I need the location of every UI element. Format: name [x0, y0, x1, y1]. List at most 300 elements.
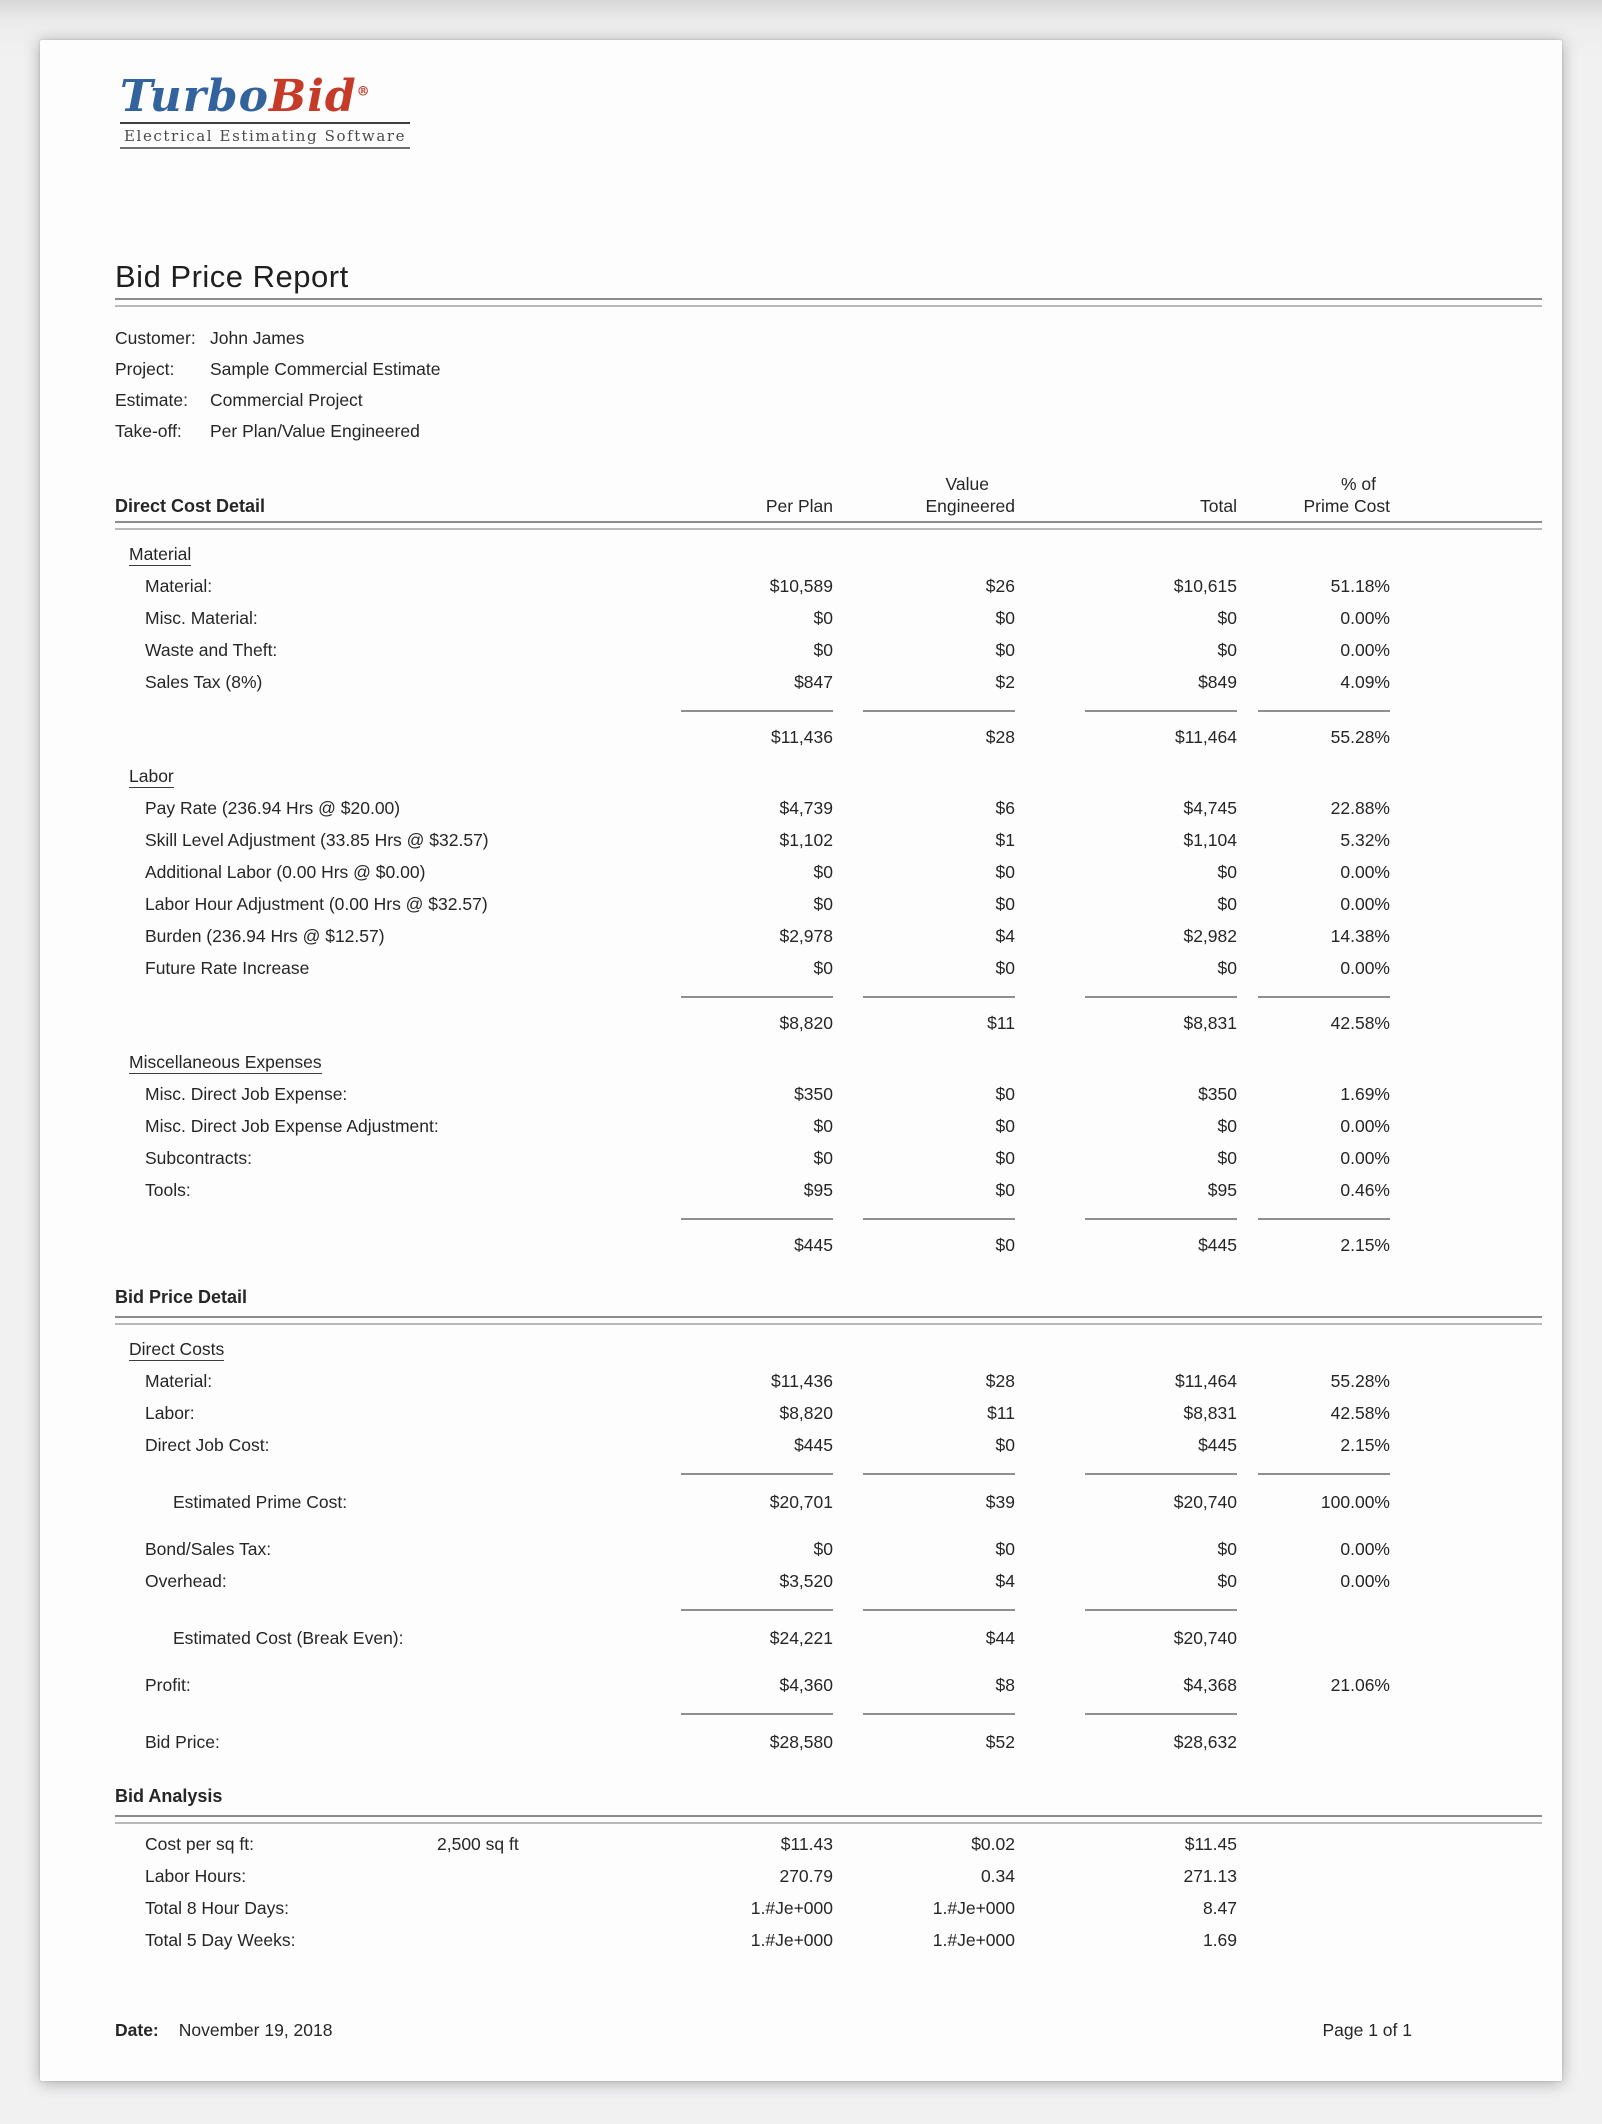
row-fill	[1390, 792, 1542, 824]
cell-pp: $2,978	[779, 926, 833, 947]
cell-ve: $0.02	[971, 1834, 1015, 1855]
cell-pct: 2.15%	[1340, 1235, 1390, 1256]
cell-pp: $0	[813, 1116, 833, 1137]
cell-pct	[1237, 1828, 1390, 1860]
cell-pp	[625, 1468, 833, 1485]
info-value: Sample Commercial Estimate	[210, 359, 441, 380]
row-label: Direct Job Cost:	[145, 1435, 270, 1456]
column-header-row	[115, 473, 1542, 517]
cell-pct: 42.58%	[1330, 1013, 1390, 1034]
cell-pp	[625, 538, 833, 570]
cell-tot	[1015, 1604, 1237, 1621]
table-row-group	[115, 1333, 1542, 1365]
row-fill	[1390, 1008, 1542, 1038]
cell-pp: $0	[813, 862, 833, 883]
cell-ve: 0.34	[980, 1866, 1015, 1887]
row-label: Bond/Sales Tax:	[145, 1539, 272, 1560]
cell-ve: $11	[987, 1013, 1015, 1034]
cell-tot: $0	[1217, 1148, 1237, 1169]
group-heading: Direct Costs	[129, 1339, 225, 1360]
cell-tot: $28,632	[1173, 1732, 1237, 1753]
cell-ve: $0	[995, 608, 1015, 629]
cell-tot: $849	[1198, 672, 1237, 693]
subtotal-rule	[681, 1713, 833, 1715]
row-label: Total 8 Hour Days:	[145, 1898, 289, 1919]
registered-mark-icon: ®	[356, 84, 371, 100]
subtotal-rule	[863, 996, 1015, 998]
subtotal-rule	[1085, 1473, 1237, 1475]
row-label	[115, 1213, 625, 1225]
row-label: Material:	[145, 576, 213, 597]
row-fill	[1390, 1485, 1542, 1519]
row-label: Future Rate Increase	[145, 958, 310, 979]
row-fill	[1390, 1365, 1542, 1397]
cell-pp: $445	[794, 1235, 833, 1256]
cell-ve	[833, 538, 1015, 570]
cell-pp: $0	[813, 894, 833, 915]
cell-pct	[1237, 1892, 1390, 1924]
cell-tot	[1015, 1708, 1237, 1725]
cell-ve: $0	[995, 862, 1015, 883]
table-row-item	[115, 1533, 1542, 1565]
cell-tot: $8,831	[1183, 1403, 1237, 1424]
row-label: Total 5 Day Weeks:	[145, 1930, 296, 1951]
row-fill	[1390, 1174, 1542, 1206]
group-heading: Miscellaneous Expenses	[129, 1052, 322, 1073]
cell-tot: $95	[1207, 1180, 1237, 1201]
cell-ve: $0	[995, 1180, 1015, 1201]
cell-pct	[1237, 1708, 1390, 1725]
cell-ve: $0	[995, 1539, 1015, 1560]
info-row-takeoff	[115, 416, 1542, 447]
row-fill	[1390, 952, 1542, 984]
cell-pp	[625, 760, 833, 792]
cell-ve	[833, 991, 1015, 1008]
cell-ve	[833, 1333, 1015, 1365]
row-label: Labor Hours:	[145, 1866, 247, 1887]
cell-pct: 14.38%	[1330, 926, 1390, 947]
table-row-item	[115, 1365, 1542, 1397]
cell-tot: $445	[1198, 1235, 1237, 1256]
subtotal-rule	[1085, 710, 1237, 712]
bid-price-detail-table	[115, 1333, 1542, 1759]
section-rule	[115, 1815, 1542, 1824]
cell-pp: $8,820	[779, 1013, 833, 1034]
subtotal-rule	[1085, 1609, 1237, 1611]
cell-tot	[1015, 1213, 1237, 1230]
table-row-item	[115, 1429, 1542, 1461]
logo-wordmark	[120, 71, 1542, 122]
table-row-group	[115, 760, 1542, 792]
row-fill	[1390, 760, 1542, 792]
cell-pct: 0.00%	[1340, 640, 1390, 661]
table-row-item	[115, 1142, 1542, 1174]
cell-pp	[625, 991, 833, 1008]
direct-cost-detail-table	[115, 538, 1542, 1260]
info-label: Project:	[115, 359, 175, 380]
cell-pct: 0.46%	[1340, 1180, 1390, 1201]
row-fill	[1390, 1333, 1542, 1365]
row-fill	[1390, 666, 1542, 698]
row-fill	[1390, 602, 1542, 634]
cell-tot: $0	[1217, 608, 1237, 629]
table-row-rule	[115, 1708, 1542, 1725]
row-label	[115, 538, 625, 570]
cell-pct	[1237, 705, 1390, 722]
column-headers	[115, 473, 1542, 530]
info-row-customer	[115, 323, 1542, 354]
logo-tagline: Electrical Estimating Software	[120, 122, 410, 149]
table-row-item	[115, 1397, 1542, 1429]
subtotal-rule	[681, 996, 833, 998]
cell-pp: $350	[794, 1084, 833, 1105]
cell-pct	[1237, 760, 1390, 792]
row-fill	[1390, 538, 1542, 570]
row-label: Overhead:	[145, 1571, 227, 1592]
row-fill	[1390, 1669, 1542, 1701]
cell-pct	[1237, 1604, 1390, 1621]
row-label	[115, 722, 625, 752]
table-row-total	[115, 1230, 1542, 1260]
cell-pp	[625, 1046, 833, 1078]
subtotal-rule	[863, 1713, 1015, 1715]
cell-tot: $20,740	[1173, 1492, 1237, 1513]
cell-tot: $350	[1198, 1084, 1237, 1105]
cell-tot: $4,368	[1183, 1675, 1237, 1696]
subtotal-rule	[681, 1473, 833, 1475]
table-row-item	[115, 952, 1542, 984]
cell-ve: $0	[995, 958, 1015, 979]
cell-pp: 270.79	[779, 1866, 833, 1887]
cell-tot: $10,615	[1173, 576, 1237, 597]
section-title-bid-analysis: Bid Analysis	[115, 1786, 223, 1807]
table-row-item	[115, 1110, 1542, 1142]
cell-pct: 100.00%	[1320, 1492, 1390, 1513]
cell-pct: 5.32%	[1340, 830, 1390, 851]
row-label: Cost per sq ft: 2,500 sq ft	[115, 1828, 625, 1860]
row-label: Bid Price:	[145, 1732, 220, 1753]
cell-pct: 55.28%	[1330, 727, 1390, 748]
row-fill	[1390, 1397, 1542, 1429]
cell-pct	[1237, 1924, 1390, 1956]
row-label: Misc. Material:	[145, 608, 258, 629]
subtotal-rule	[681, 710, 833, 712]
row-fill	[1390, 1429, 1542, 1461]
bid-analysis-header	[115, 1781, 1542, 1824]
row-label: Labor Hour Adjustment (0.00 Hrs @ $32.57)	[145, 894, 488, 915]
table-row-item	[115, 666, 1542, 698]
cell-pp	[625, 1604, 833, 1621]
row-label	[115, 991, 625, 1003]
table-row-total2	[115, 1725, 1542, 1759]
row-label: Tools:	[145, 1180, 191, 1201]
cell-tot: $20,740	[1173, 1628, 1237, 1649]
cell-pp: $11,436	[771, 1371, 833, 1392]
cell-pp: $95	[803, 1180, 833, 1201]
cell-tot: $8,831	[1183, 1013, 1237, 1034]
row-fill	[1390, 1230, 1542, 1260]
cell-pct: 1.69%	[1340, 1084, 1390, 1105]
table-row-item	[115, 602, 1542, 634]
cell-tot: $445	[1198, 1435, 1237, 1456]
row-label	[115, 1008, 625, 1038]
info-row-estimate	[115, 385, 1542, 416]
row-label: Estimated Prime Cost:	[173, 1492, 348, 1513]
cell-tot: $0	[1217, 894, 1237, 915]
cell-pct	[1237, 1046, 1390, 1078]
table-row-rule	[115, 705, 1542, 722]
row-label: Estimated Cost (Break Even):	[173, 1628, 404, 1649]
cell-tot: $0	[1217, 1116, 1237, 1137]
cell-tot: 1.69	[1202, 1930, 1237, 1951]
row-fill	[1390, 1604, 1542, 1616]
cell-ve: $1	[995, 830, 1015, 851]
cell-pp: $8,820	[779, 1403, 833, 1424]
cell-pct: 21.06%	[1330, 1675, 1390, 1696]
cell-pct	[1237, 1333, 1390, 1365]
cell-pp: $0	[813, 1148, 833, 1169]
cell-ve: 1.#Je+000	[932, 1930, 1015, 1951]
cell-ve	[833, 760, 1015, 792]
cell-tot: $0	[1217, 640, 1237, 661]
cell-pct	[1237, 1621, 1390, 1655]
table-row-item	[115, 1828, 1542, 1860]
group-heading: Material	[129, 544, 192, 565]
row-fill	[1390, 1924, 1542, 1956]
cell-pp: 1.#Je+000	[750, 1898, 833, 1919]
report-page	[40, 40, 1562, 2081]
cell-tot: $0	[1217, 1539, 1237, 1560]
cell-pp: 1.#Je+000	[750, 1930, 833, 1951]
row-fill	[1390, 1533, 1542, 1565]
row-fill	[1390, 634, 1542, 666]
cell-pp: $24,221	[769, 1628, 833, 1649]
section-rule	[115, 521, 1542, 530]
table-row-rule	[115, 1604, 1542, 1621]
cell-ve: $8	[995, 1675, 1015, 1696]
cell-ve: $6	[995, 798, 1015, 819]
table-row-item	[115, 792, 1542, 824]
cell-pp: $847	[794, 672, 833, 693]
cell-pp: $0	[813, 958, 833, 979]
cell-pct: 51.18%	[1330, 576, 1390, 597]
table-row-item	[115, 1174, 1542, 1206]
cell-ve: $4	[995, 1571, 1015, 1592]
cell-pp	[625, 705, 833, 722]
cell-ve	[833, 1708, 1015, 1725]
row-fill	[1390, 570, 1542, 602]
row-label	[115, 1468, 625, 1480]
logo-turbo: Turbo	[120, 71, 269, 122]
cell-pp: $3,520	[779, 1571, 833, 1592]
cell-pct: 2.15%	[1340, 1435, 1390, 1456]
col-header-value-engineered: Value Engineered	[925, 474, 1015, 517]
row-label: Skill Level Adjustment (33.85 Hrs @ $32.57)	[145, 830, 489, 851]
cell-pp: $20,701	[769, 1492, 833, 1513]
page-title: Bid Price Report	[115, 259, 349, 295]
cell-tot	[1015, 760, 1237, 792]
row-label: Additional Labor (0.00 Hrs @ $0.00)	[145, 862, 426, 883]
cell-pct: 0.00%	[1340, 894, 1390, 915]
table-row-spacer	[115, 1519, 1542, 1533]
row-label	[115, 1604, 625, 1616]
col-header-per-plan: Per Plan	[765, 496, 833, 517]
col-header-pct-prime-cost: % of Prime Cost	[1303, 474, 1390, 517]
cell-pct	[1237, 1860, 1390, 1892]
cell-ve: 1.#Je+000	[932, 1898, 1015, 1919]
cell-ve: $0	[995, 1435, 1015, 1456]
cell-tot	[1015, 1468, 1237, 1485]
cell-pct: 22.88%	[1330, 798, 1390, 819]
table-row-item	[115, 856, 1542, 888]
row-label: Waste and Theft:	[145, 640, 278, 661]
title-rule	[115, 298, 1542, 307]
cell-ve	[833, 1604, 1015, 1621]
col-header-total: Total	[1200, 496, 1237, 517]
cell-ve: $0	[995, 640, 1015, 661]
cell-ve	[833, 1468, 1015, 1485]
table-row-item	[115, 920, 1542, 952]
table-row-item	[115, 1669, 1542, 1701]
info-row-project	[115, 354, 1542, 385]
bid-analysis-table	[115, 1828, 1542, 1956]
cell-pp	[625, 1333, 833, 1365]
cell-pp: $1,102	[779, 830, 833, 851]
subtotal-rule	[863, 1609, 1015, 1611]
info-label: Estimate:	[115, 390, 188, 411]
row-label	[115, 1230, 625, 1260]
cell-ve: $28	[985, 1371, 1015, 1392]
row-label: Labor:	[145, 1403, 195, 1424]
section-title-bid-price-detail: Bid Price Detail	[115, 1287, 248, 1308]
cell-ve: $44	[985, 1628, 1015, 1649]
table-row-rule	[115, 1213, 1542, 1230]
row-label: Pay Rate (236.94 Hrs @ $20.00)	[145, 798, 401, 819]
row-fill	[1390, 705, 1542, 717]
cell-pct	[1237, 991, 1390, 1008]
table-row-rule	[115, 991, 1542, 1008]
row-fill	[1390, 1725, 1542, 1759]
cell-tot: $0	[1217, 862, 1237, 883]
cell-tot: $11,464	[1175, 1371, 1237, 1392]
subtotal-rule	[863, 1473, 1015, 1475]
subtotal-rule	[1085, 1218, 1237, 1220]
cell-pct: 0.00%	[1340, 608, 1390, 629]
info-value: Per Plan/Value Engineered	[210, 421, 420, 442]
cell-pp: $445	[794, 1435, 833, 1456]
cell-pp: $10,589	[769, 576, 833, 597]
cell-tot: $1,104	[1183, 830, 1237, 851]
subtotal-rule	[1258, 1218, 1390, 1220]
info-value: Commercial Project	[210, 390, 363, 411]
row-label	[115, 1046, 625, 1078]
cell-ve: $39	[985, 1492, 1015, 1513]
cell-tot	[1015, 538, 1237, 570]
cell-ve: $0	[995, 894, 1015, 915]
row-fill	[1390, 1468, 1542, 1480]
row-fill	[1390, 920, 1542, 952]
cell-ve: $0	[995, 1084, 1015, 1105]
cell-tot	[1015, 705, 1237, 722]
cell-ve	[833, 1213, 1015, 1230]
row-label: Profit:	[145, 1675, 191, 1696]
cell-ve	[833, 705, 1015, 722]
table-row-item	[115, 1892, 1542, 1924]
page-footer	[115, 2020, 1542, 2041]
row-fill	[1390, 888, 1542, 920]
table-row-total2	[115, 1621, 1542, 1655]
cell-tot: $2,982	[1183, 926, 1237, 947]
row-fill	[1390, 1621, 1542, 1655]
cell-pct: 0.00%	[1340, 1148, 1390, 1169]
cell-ve: $0	[995, 1235, 1015, 1256]
row-fill	[1390, 1828, 1542, 1860]
table-row-total	[115, 722, 1542, 752]
subtotal-rule	[1258, 1473, 1390, 1475]
subtotal-rule	[1258, 710, 1390, 712]
subtotal-rule	[863, 1218, 1015, 1220]
cell-pct	[1237, 1468, 1390, 1485]
cell-pct	[1237, 538, 1390, 570]
table-row-item	[115, 1860, 1542, 1892]
cell-pp: $4,739	[779, 798, 833, 819]
row-fill	[1390, 1860, 1542, 1892]
cell-ve: $4	[995, 926, 1015, 947]
bid-price-detail-header	[115, 1282, 1542, 1325]
row-label: Material:	[145, 1371, 213, 1392]
info-value: John James	[210, 328, 305, 349]
report-info	[115, 323, 1542, 447]
table-row-item	[115, 1078, 1542, 1110]
cell-pct	[1237, 1725, 1390, 1759]
row-fill	[1390, 1708, 1542, 1720]
row-fill	[1390, 1046, 1542, 1078]
table-row-rule	[115, 1468, 1542, 1485]
row-fill	[1390, 1892, 1542, 1924]
cell-ve: $28	[985, 727, 1015, 748]
cell-pp: $11.43	[780, 1834, 833, 1855]
row-fill	[1390, 824, 1542, 856]
row-fill	[1390, 1078, 1542, 1110]
cell-pp: $0	[813, 640, 833, 661]
date-label: Date:	[115, 2020, 159, 2041]
subtotal-rule	[1258, 996, 1390, 998]
cell-pct: 0.00%	[1340, 958, 1390, 979]
table-row-total2	[115, 1485, 1542, 1519]
cell-pp: $28,580	[769, 1732, 833, 1753]
cell-tot	[1015, 1333, 1237, 1365]
cell-tot: 8.47	[1202, 1898, 1237, 1919]
cell-pp: $0	[813, 608, 833, 629]
row-extra-value: 2,500 sq ft	[437, 1834, 519, 1855]
cell-pp: $4,360	[779, 1675, 833, 1696]
cell-tot: $4,745	[1183, 798, 1237, 819]
table-row-group	[115, 538, 1542, 570]
row-label: Burden (236.94 Hrs @ $12.57)	[145, 926, 385, 947]
table-row-item	[115, 1565, 1542, 1597]
table-row-item	[115, 634, 1542, 666]
section-title-direct-cost-detail: Direct Cost Detail	[115, 496, 266, 517]
cell-pp: $0	[813, 1539, 833, 1560]
cell-pct: 42.58%	[1330, 1403, 1390, 1424]
info-label: Take-off:	[115, 421, 182, 442]
cell-ve: $0	[995, 1148, 1015, 1169]
turbobid-logo	[120, 71, 1542, 149]
row-label	[115, 1708, 625, 1720]
row-label: Misc. Direct Job Expense Adjustment:	[145, 1116, 439, 1137]
section-rule	[115, 1316, 1542, 1325]
row-label: Sales Tax (8%)	[145, 672, 263, 693]
